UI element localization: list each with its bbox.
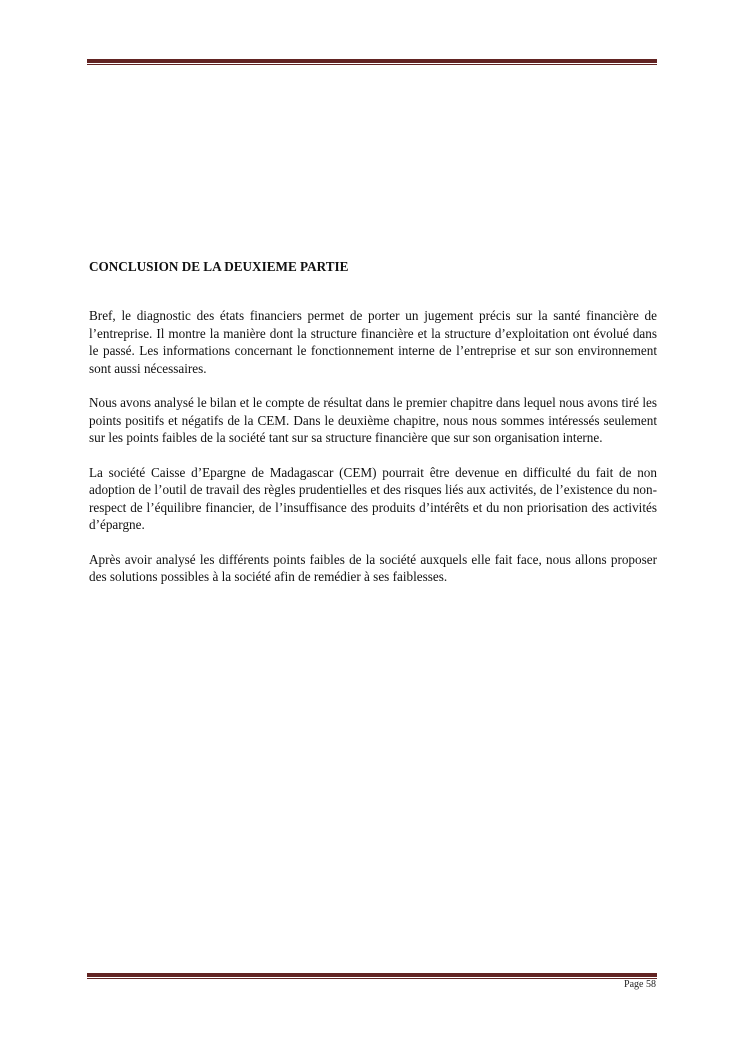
footer-rule [87,973,657,979]
header-rule [87,59,657,65]
paragraph-2: Nous avons analysé le bilan et le compte de résultat dans le premier chapitre dans lequel nous avons tiré les points positifs et négatifs de la CEM. Dans le deuxième chapitre, nous nous sommes intéressés seulement sur les points faibles de la société tant sur sa structure financière que sur son organisation interne. [89,395,657,445]
paragraph-4: Après avoir analysé les différents points faibles de la société auxquels elle fait face, nous allons proposer des solutions possibles à la société afin de remédier à ses faiblesses. [89,551,657,584]
paragraph-3: La société Caisse d’Epargne de Madagascar (CEM) pourrait être devenue en difficulté du fait de non adoption de l’outil de travail des règles prudentielles et des risques liés aux activités, de l’existence du non-respect de l’équilibre financier, de l’insuffisance des produits d’intérêts et du non priorisation des activités d’épargne. [89,464,657,532]
body-text [89,307,657,603]
section-heading: CONCLUSION DE LA DEUXIEME PARTIE [89,259,349,274]
page-number: Page 58 [624,979,656,990]
paragraph-1: Bref, le diagnostic des états financiers permet de porter un jugement précis sur la santé financière de l’entreprise. Il montre la manière dont la structure financière et la structure d’exploitation ont évolué dans le passé. Les informations concernant le fonctionnement interne de l’entreprise et sur son environnement sont aussi nécessaires. [89,308,657,376]
